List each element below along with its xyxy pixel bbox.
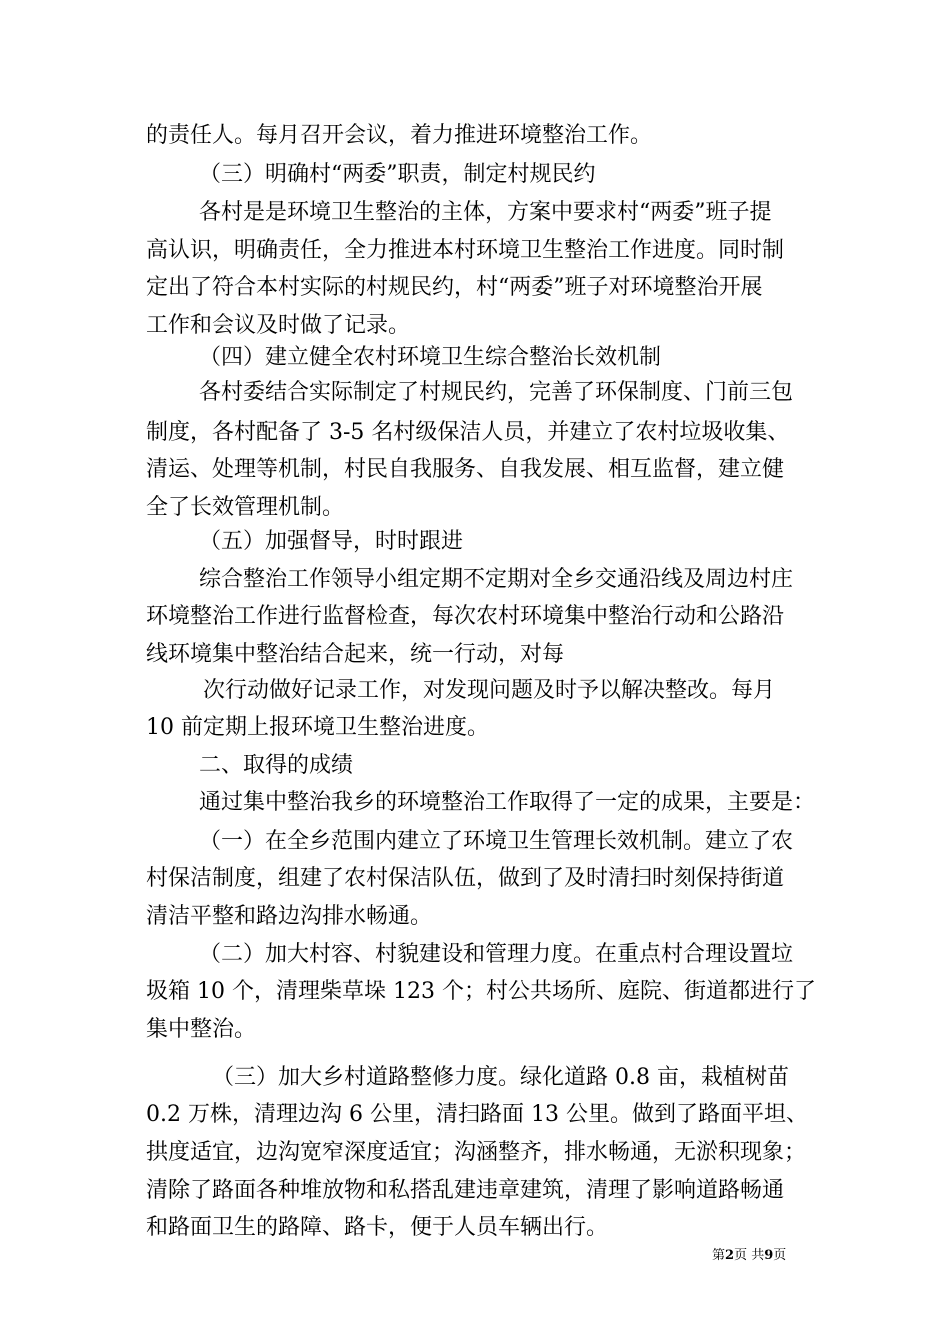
text-line: （三）加大乡村道路整修力度。绿化道路 0.8 亩，栽植树苗: [212, 1065, 789, 1090]
section-heading: （四）建立健全农村环境卫生综合整治长效机制: [199, 345, 662, 370]
text-line: 0.2 万株，清理边沟 6 公里，清扫路面 13 公里。做到了路面平坦、: [146, 1102, 808, 1127]
text-line: 环境整治工作进行监督检查，每次农村环境集中整治行动和公路沿: [146, 604, 785, 629]
text-line: 村保洁制度，组建了农村保洁队伍，做到了及时清扫时刻保持街道: [146, 866, 785, 891]
text-line: 清除了路面各种堆放物和私搭乱建违章建筑，清理了影响道路畅通: [146, 1178, 785, 1203]
section-heading: （三）明确村“两委”职责，制定村规民约: [199, 162, 596, 187]
text-line: 清洁平整和路边沟排水畅通。: [146, 904, 433, 929]
text-line: 定出了符合本村实际的村规民约，村“两委”班子对环境整治开展: [146, 275, 763, 300]
footer-total-pages: 9: [764, 1248, 774, 1263]
text-line: 工作和会议及时做了记录。: [146, 313, 411, 338]
text-line: 集中整治。: [146, 1017, 257, 1042]
footer-current-page: 2: [725, 1248, 735, 1263]
text-line: 圾箱 10 个，清理柴草垛 123 个；村公共场所、庭院、街道都进行了: [146, 979, 816, 1004]
text-line: 综合整治工作领导小组定期不定期对全乡交通沿线及周边村庄: [199, 567, 794, 592]
text-line: 各村委结合实际制定了村规民约，完善了环保制度、门前三包: [199, 380, 794, 405]
text-line: 全了长效管理机制。: [146, 495, 345, 520]
text-line: 制度，各村配备了 3-5 名村级保洁人员，并建立了农村垃圾收集、: [146, 420, 790, 445]
footer-suffix: 页: [773, 1248, 787, 1263]
text-line: 高认识，明确责任，全力推进本村环境卫生整治工作进度。同时制: [146, 238, 785, 263]
text-line: （二）加大村容、村貌建设和管理力度。在重点村合理设置垃: [199, 942, 794, 967]
text-line: 和路面卫生的路障、路卡，便于人员车辆出行。: [146, 1215, 609, 1240]
text-line: 通过集中整治我乡的环境整治工作取得了一定的成果，主要是：: [199, 790, 816, 815]
text-line: 清运、处理等机制，村民自我服务、自我发展、相互监督，建立健: [146, 457, 785, 482]
footer-middle: 页 共: [734, 1248, 765, 1263]
section-heading: （五）加强督导，时时跟进: [199, 529, 464, 554]
page-footer: [712, 1247, 786, 1265]
footer-prefix: 第: [712, 1248, 726, 1263]
text-line: 线环境集中整治结合起来，统一行动，对每: [146, 642, 565, 667]
section-heading: 二、取得的成绩: [199, 753, 354, 778]
text-line: （一）在全乡范围内建立了环境卫生管理长效机制。建立了农: [199, 829, 794, 854]
text-line: 次行动做好记录工作，对发现问题及时予以解决整改。每月: [203, 678, 776, 703]
text-line: 10 前定期上报环境卫生整治进度。: [146, 715, 489, 740]
text-line: 的责任人。每月召开会议，着力推进环境整治工作。: [146, 123, 653, 148]
text-line: 拱度适宜，边沟宽窄深度适宜；沟涵整齐，排水畅通，无淤积现象；: [146, 1140, 807, 1165]
text-line: 各村是是环境卫生整治的主体，方案中要求村“两委”班子提: [199, 200, 772, 225]
